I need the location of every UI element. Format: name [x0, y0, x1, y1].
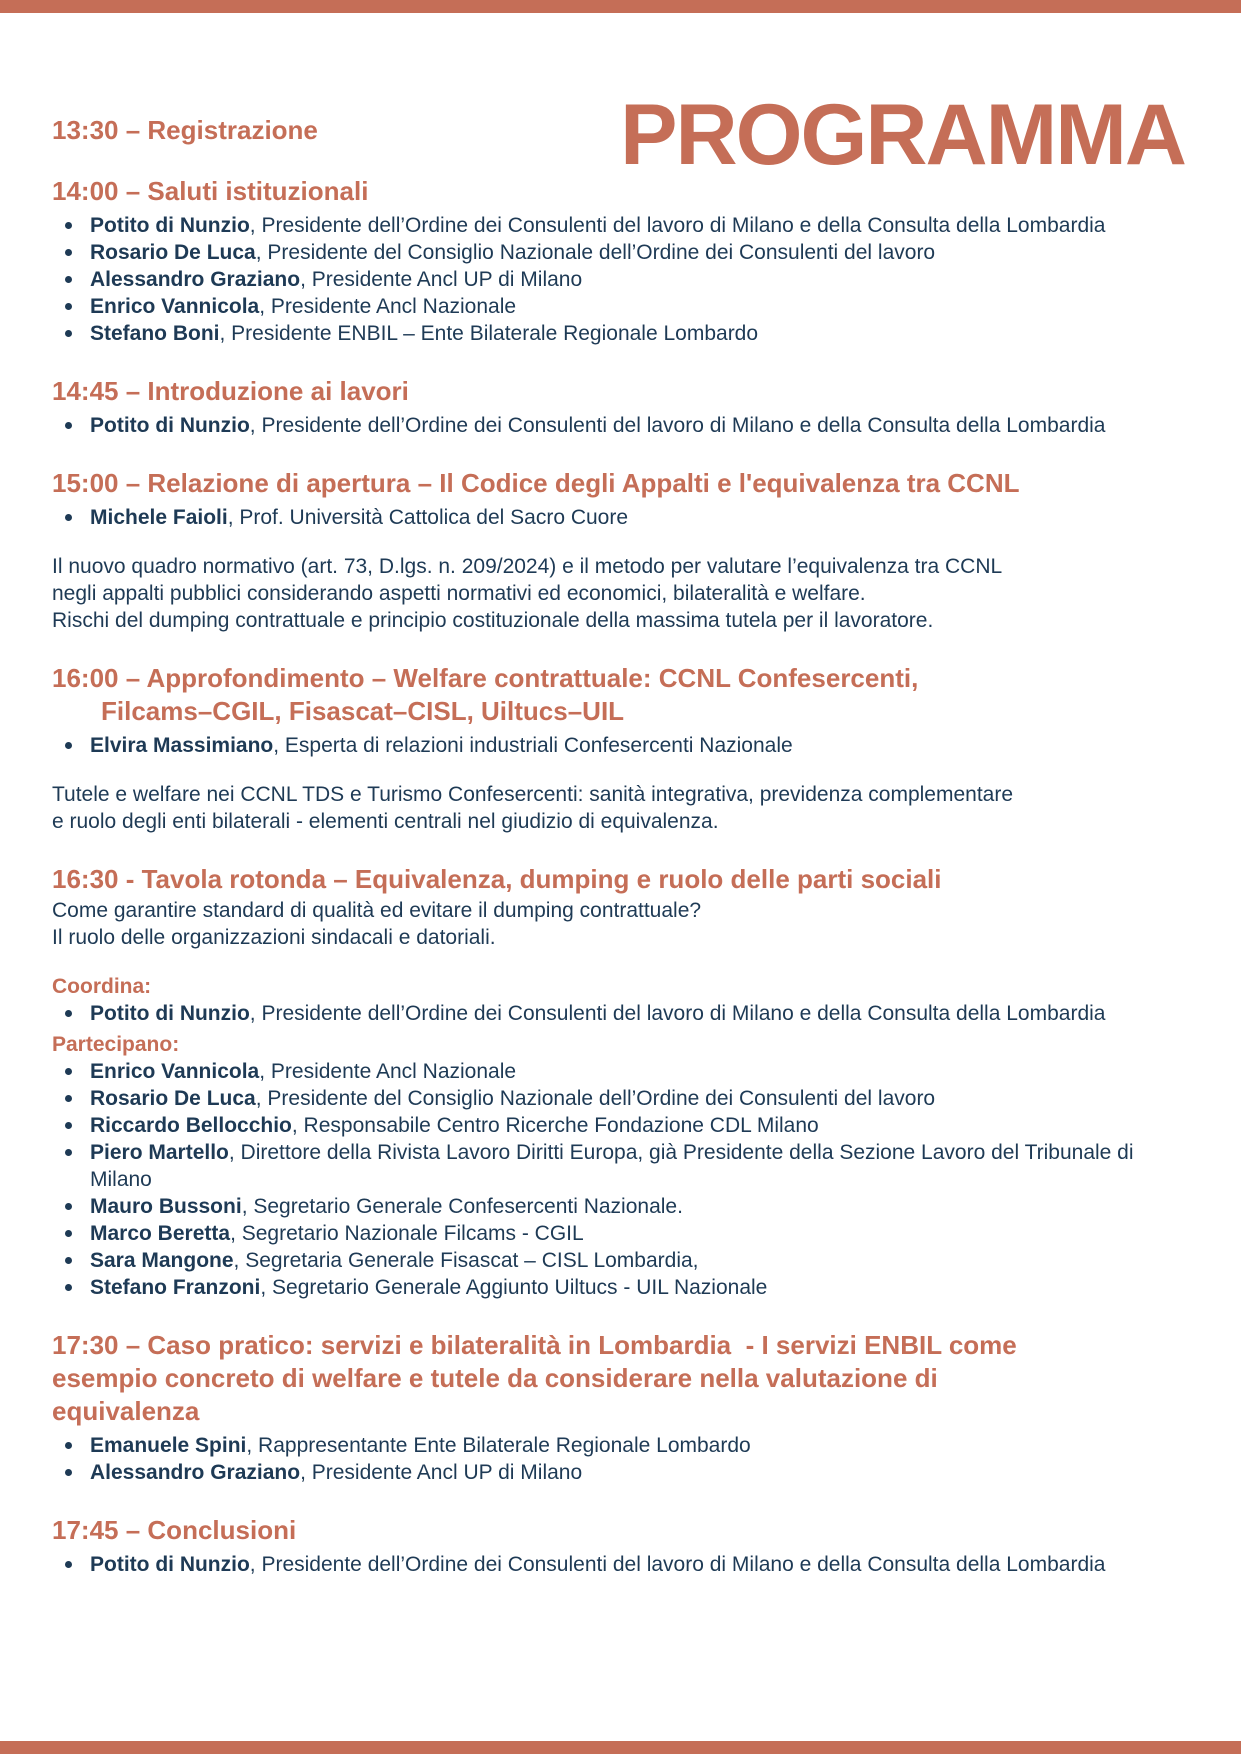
speaker-list	[52, 412, 1183, 439]
speaker-item	[52, 293, 1183, 320]
speaker-name: Potito di Nunzio	[90, 214, 250, 237]
speaker-role: , Presidente del Consiglio Nazionale dell’Ordine dei Consulenti del lavoro	[255, 241, 936, 264]
speaker-item	[52, 1459, 1183, 1486]
speaker-item	[52, 266, 1183, 293]
heading-line: 17:45 – Conclusioni	[52, 1515, 297, 1545]
speaker-item	[52, 1085, 1183, 1112]
speaker-name: Sara Mangone	[90, 1249, 234, 1272]
section-heading	[52, 467, 1183, 500]
heading-line: 17:30 – Caso pratico: servizi e bilateralità in Lombardia - I servizi ENBIL come	[52, 1330, 1017, 1360]
speaker-role: , Rappresentante Ente Bilaterale Regionale Lombardo	[246, 1434, 751, 1457]
speaker-item	[52, 1058, 1183, 1085]
speaker-name: Enrico Vannicola	[90, 295, 260, 318]
speaker-role: , Presidente Ancl UP di Milano	[300, 268, 583, 291]
speaker-name: Rosario De Luca	[90, 241, 256, 264]
program-section-caso-pratico	[52, 1329, 1183, 1486]
speaker-name: Alessandro Graziano	[90, 1461, 301, 1484]
speaker-name: Emanuele Spini	[90, 1434, 247, 1457]
speaker-role: , Presidente Ancl Nazionale	[259, 295, 517, 318]
speaker-item	[52, 412, 1183, 439]
section-heading	[52, 863, 1183, 896]
speaker-role: , Presidente ENBIL – Ente Bilaterale Regionale Lombardo	[219, 322, 759, 345]
speaker-name: Rosario De Luca	[90, 1087, 256, 1110]
speaker-role: , Segretario Generale Confesercenti Nazionale.	[241, 1195, 683, 1218]
program-section-introduzione-ai-lavori	[52, 375, 1183, 439]
speaker-role: , Presidente dell’Ordine dei Consulenti del lavoro di Milano e della Consulta della Lombardia	[249, 1553, 1106, 1576]
speaker-role: , Presidente Ancl UP di Milano	[300, 1461, 583, 1484]
role-label: Coordina:	[52, 975, 152, 998]
heading-line: 14:00 – Saluti istituzionali	[52, 176, 369, 206]
page-title: PROGRAMMA	[620, 87, 1185, 183]
session-description: Come garantire standard di qualità ed evitare il dumping contrattuale? Il ruolo delle organizzazioni sindacali e datoriali.	[52, 899, 702, 949]
speaker-item	[52, 1432, 1183, 1459]
speaker-list	[52, 212, 1183, 347]
role-label: Partecipano:	[52, 1033, 180, 1056]
speaker-item	[52, 1112, 1183, 1139]
speaker-name: Enrico Vannicola	[90, 1060, 260, 1083]
heading-line: Filcams–CGIL, Fisascat–CISL, Uiltucs–UIL	[101, 696, 625, 726]
heading-line: 15:00 – Relazione di apertura – Il Codice degli Appalti e l'equivalenza tra CCNL	[52, 468, 1020, 498]
speaker-item	[52, 1220, 1183, 1247]
speaker-role: , Esperta di relazioni industriali Confesercenti Nazionale	[273, 734, 793, 757]
program-section-conclusioni	[52, 1514, 1183, 1578]
section-heading	[52, 1329, 1183, 1428]
heading-line: 13:30 – Registrazione	[52, 115, 318, 145]
section-heading	[52, 1514, 1183, 1547]
program-section-tavola-rotonda	[52, 863, 1183, 1301]
bottom-accent-bar	[0, 1741, 1241, 1754]
speaker-name: Elvira Massimiano	[90, 734, 274, 757]
speaker-role: , Presidente dell’Ordine dei Consulenti del lavoro di Milano e della Consulta della Lombardia	[249, 1002, 1106, 1025]
speaker-item	[52, 239, 1183, 266]
speaker-name: Stefano Franzoni	[90, 1276, 261, 1299]
program-section-approfondimento-welfare	[52, 662, 1183, 835]
speaker-name: Potito di Nunzio	[90, 1002, 250, 1025]
speaker-name: Alessandro Graziano	[90, 268, 301, 291]
speaker-list	[52, 504, 1183, 531]
speaker-item	[52, 732, 1183, 759]
speaker-name: Riccardo Bellocchio	[90, 1114, 292, 1137]
speaker-item	[52, 1274, 1183, 1301]
speaker-name: Potito di Nunzio	[90, 1553, 250, 1576]
speaker-role: , Presidente dell’Ordine dei Consulenti del lavoro di Milano e della Consulta della Lombardia	[249, 414, 1106, 437]
speaker-name: Stefano Boni	[90, 322, 220, 345]
session-description: Il nuovo quadro normativo (art. 73, D.lgs. n. 209/2024) e il metodo per valutare l’equivalenza tra CCNL negli appalti pubblici considerando aspetti normativi ed economici, bilateralità e welfare. Rischi del dumping contrattuale e principio costituzionale della massima tutela per il lavoratore.	[52, 555, 1003, 632]
section-heading	[52, 114, 1183, 147]
session-description: Tutele e welfare nei CCNL TDS e Turismo Confesercenti: sanità integrativa, previdenza complementare e ruolo degli enti bilaterali - elementi centrali nel giudizio di equivalenza.	[52, 783, 1014, 833]
speaker-list	[52, 1432, 1183, 1486]
speaker-item	[52, 320, 1183, 347]
speaker-role: , Direttore della Rivista Lavoro Diritti Europa, già Presidente della Sezione Lavoro del Tribunale di Milano	[90, 1141, 1134, 1191]
section-heading	[52, 175, 1183, 208]
speaker-role: , Prof. Università Cattolica del Sacro Cuore	[227, 506, 629, 529]
speaker-name: Mauro Bussoni	[90, 1195, 242, 1218]
speaker-item	[52, 1247, 1183, 1274]
speaker-list	[52, 1058, 1183, 1301]
speaker-list	[52, 732, 1183, 759]
heading-line: 14:45 – Introduzione ai lavori	[52, 376, 409, 406]
speaker-list	[52, 1551, 1183, 1578]
speaker-item	[52, 212, 1183, 239]
speaker-item	[52, 1551, 1183, 1578]
speaker-role: , Responsabile Centro Ricerche Fondazione CDL Milano	[291, 1114, 819, 1137]
heading-line: 16:30 - Tavola rotonda – Equivalenza, dumping e ruolo delle parti sociali	[52, 864, 942, 894]
speaker-role: , Presidente Ancl Nazionale	[259, 1060, 517, 1083]
speaker-role: , Segretario Nazionale Filcams - CGIL	[230, 1222, 584, 1245]
speaker-role: , Presidente dell’Ordine dei Consulenti del lavoro di Milano e della Consulta della Lombardia	[249, 214, 1106, 237]
speaker-list	[52, 1000, 1183, 1027]
speaker-item	[52, 504, 1183, 531]
heading-line: equivalenza	[52, 1396, 200, 1426]
heading-line: 16:00 – Approfondimento – Welfare contrattuale: CCNL Confesercenti,	[52, 663, 919, 693]
speaker-item	[52, 1000, 1183, 1027]
speaker-role: , Segretaria Generale Fisascat – CISL Lombardia,	[233, 1249, 699, 1272]
speaker-name: Marco Beretta	[90, 1222, 231, 1245]
speaker-role: , Segretario Generale Aggiunto Uiltucs - UIL Nazionale	[260, 1276, 768, 1299]
speaker-item	[52, 1139, 1183, 1193]
speaker-name: Piero Martello	[90, 1141, 229, 1164]
speaker-name: Michele Faioli	[90, 506, 228, 529]
heading-line: esempio concreto di welfare e tutele da considerare nella valutazione di	[52, 1363, 938, 1393]
section-heading	[52, 375, 1183, 408]
speaker-item	[52, 1193, 1183, 1220]
program-section-saluti-istituzionali	[52, 175, 1183, 347]
section-heading	[52, 662, 1183, 728]
speaker-name: Potito di Nunzio	[90, 414, 250, 437]
program-section-relazione-di-apertura	[52, 467, 1183, 634]
program-section-registrazione	[52, 114, 1183, 147]
speaker-role: , Presidente del Consiglio Nazionale dell’Ordine dei Consulenti del lavoro	[255, 1087, 936, 1110]
